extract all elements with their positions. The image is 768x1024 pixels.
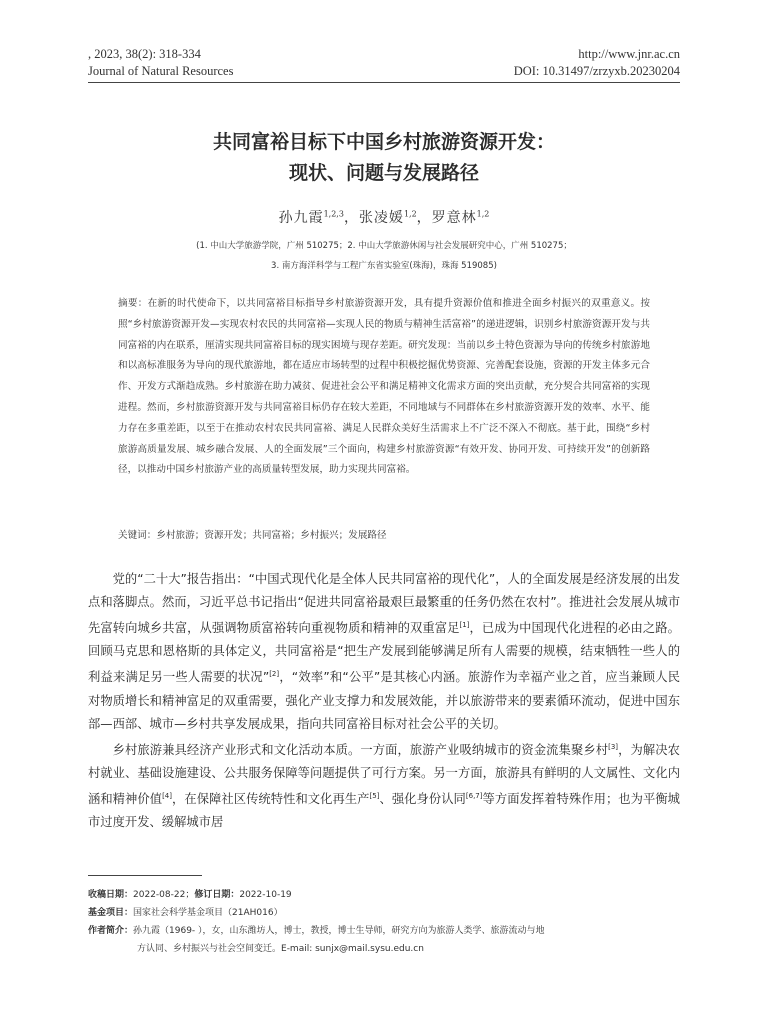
citation: , 2023, 38(2): 318-334 bbox=[88, 47, 201, 61]
body-paragraph bbox=[88, 568, 680, 736]
author-separator: ， bbox=[416, 210, 432, 226]
affiliation-line-1: (1. 中山大学旅游学院，广州 510275；2. 中山大学旅游休闲与社会发展研究中心，广州 510275； bbox=[196, 241, 572, 251]
body-paragraph bbox=[88, 736, 680, 835]
title-line-1: 共同富裕目标下中国乡村旅游资源开发： bbox=[212, 131, 555, 153]
abstract-label: 摘要： bbox=[118, 298, 148, 309]
body-text-run: 等方面发挥着特殊作用；也为平衡城市过度开发、缓解城市居 bbox=[88, 792, 680, 830]
citation-marker[interactable]: [5] bbox=[369, 792, 380, 801]
body-text-run: ，“效率”和“公平”是其核心内涵。旅游作为幸福产业之首，应当兼顾人民对物质增长和精神富足的双重需要，强化产业支撑力和发展效能，并以旅游带来的要素循环流动，促进中国东部—西部、城市—乡村共享发展成果，指向共同富裕目标对社会公平的关切。 bbox=[88, 670, 681, 731]
body-text bbox=[88, 568, 680, 834]
abstract bbox=[118, 294, 650, 481]
footnote-rule bbox=[88, 875, 202, 876]
author-affiliation-marker: 1,2,3 bbox=[323, 209, 344, 219]
author-name: 张凌媛 bbox=[358, 210, 404, 226]
journal-name: Journal of Natural Resources bbox=[88, 64, 234, 78]
author-separator: ， bbox=[343, 210, 359, 226]
citation-marker[interactable]: [3] bbox=[608, 742, 619, 751]
keywords-label: 关键词： bbox=[118, 530, 157, 541]
author-affiliation-marker: 1,2 bbox=[476, 209, 490, 219]
body-text-run: ，为解决农村就业、基础设施建设、公共服务保障等问题提供了可行方案。另一方面，旅游具有鲜明的人文属性、文化内涵和精神价值 bbox=[88, 742, 680, 807]
fund-text: 国家社会科学基金项目（21AH016） bbox=[133, 908, 283, 918]
affiliation-line-2: 3. 南方海洋科学与工程广东省实验室(珠海)，珠海 519085) bbox=[271, 261, 497, 271]
footnote-fund bbox=[88, 904, 680, 922]
body-text-run: 、强化身份认同 bbox=[379, 792, 466, 807]
footnote-dates bbox=[88, 886, 680, 904]
keywords bbox=[118, 527, 650, 541]
revised-label: 修订日期： bbox=[194, 890, 240, 900]
header-rule bbox=[88, 82, 680, 83]
title-line-2: 现状、问题与发展路径 bbox=[288, 162, 479, 184]
fund-label: 基金项目： bbox=[88, 908, 134, 918]
body-text-run: 党的“二十大”报告指出：“中国式现代化是全体人民共同富裕的现代化”，人的全面发展是经济发展的出发点和落脚点。然而，习近平总书记指出“促进共同富裕最艰巨最繁重的任务仍然在农村”。推进社会发展从城市先富转向城乡共富，从强调物质富裕转向重视物质和精神的双重富足 bbox=[88, 572, 680, 636]
received-date: 2022-08-22； bbox=[133, 890, 195, 900]
keywords-text: 乡村旅游；资源开发；共同富裕；乡村振兴；发展路径 bbox=[156, 530, 387, 541]
footnote-author bbox=[88, 922, 680, 958]
body-text-run: 乡村旅游兼具经济产业形式和文化活动本质。一方面，旅游产业吸纳城市的资金流集聚乡村 bbox=[112, 742, 609, 757]
journal-url[interactable]: http://www.jnr.ac.cn bbox=[578, 47, 680, 61]
received-label: 收稿日期： bbox=[88, 890, 134, 900]
author-info-line-2: 方认同、乡村振兴与社会空间变迁。E-mail: sunjx@mail.sysu.edu.cn bbox=[137, 944, 424, 954]
doi[interactable]: DOI: 10.31497/zrzyxb.20230204 bbox=[513, 64, 680, 78]
citation-marker[interactable]: [4] bbox=[162, 792, 172, 801]
author-name: 罗意林 bbox=[431, 210, 477, 226]
author-name: 孙九霞 bbox=[278, 210, 324, 226]
author-info-label: 作者简介： bbox=[88, 926, 134, 936]
citation-marker[interactable]: [2] bbox=[269, 670, 280, 679]
body-text-run: ，已成为中国现代化进程的必由之路。回顾马克思和恩格斯的具体定义，共同富裕是“把生产发展到能够满足所有人需要的规模，结束牺牲一些人的利益来满足另一些人需要的状况” bbox=[88, 621, 680, 685]
citation-marker[interactable]: [1] bbox=[459, 621, 470, 630]
author-info-line-1: 孙九霞（1969- ），女，山东潍坊人，博士，教授，博士生导师，研究方向为旅游人类学、旅游流动与地 bbox=[133, 926, 545, 936]
author-list bbox=[88, 207, 680, 227]
revised-date: 2022-10-19 bbox=[239, 890, 292, 900]
author-affiliation-marker: 1,2 bbox=[403, 209, 417, 219]
abstract-text: 在新的时代使命下，以共同富裕目标指导乡村旅游资源开发，具有提升资源价值和推进全面乡村振兴的双重意义。按照“乡村旅游资源开发—实现农村农民的共同富裕—实现人民的物质与精神生活富裕”的递进逻辑，识别乡村旅游资源开发与共同富裕的内在联系，厘清实现共同富裕目标的现实困境与现存差距。研究发现：当前以乡土特色资源为导向的传统乡村旅游地和以高标准服务为导向的现代旅游地，都在适应市场转型的过程中积极挖掘优势资源、完善配套设施，资源的开发主体多元合作、开发方式渐趋成熟。乡村旅游在助力减贫、促进社会公平和满足精神文化需求方面的突出贡献，充分契合共同富裕的实现进程。然而，乡村旅游资源开发与共同富裕目标仍存在较大差距，不同地域与不同群体在乡村旅游资源开发的效率、水平、能力存在多重差距，以至于在推动农村农民共同富裕、满足人民群众美好生活需求上不广泛不深入不彻底。基于此，围绕“乡村旅游高质量发展、城乡融合发展、人的全面发展”三个面向，构建乡村旅游资源“有效开发、协同开发、可持续开发”的创新路径，以推动中国乡村旅游产业的高质量转型发展，助力实现共同富裕。 bbox=[118, 298, 651, 476]
body-text-run: ，在保障社区传统特性和文化再生产 bbox=[171, 792, 370, 807]
citation-marker[interactable]: [6,7] bbox=[465, 792, 483, 801]
